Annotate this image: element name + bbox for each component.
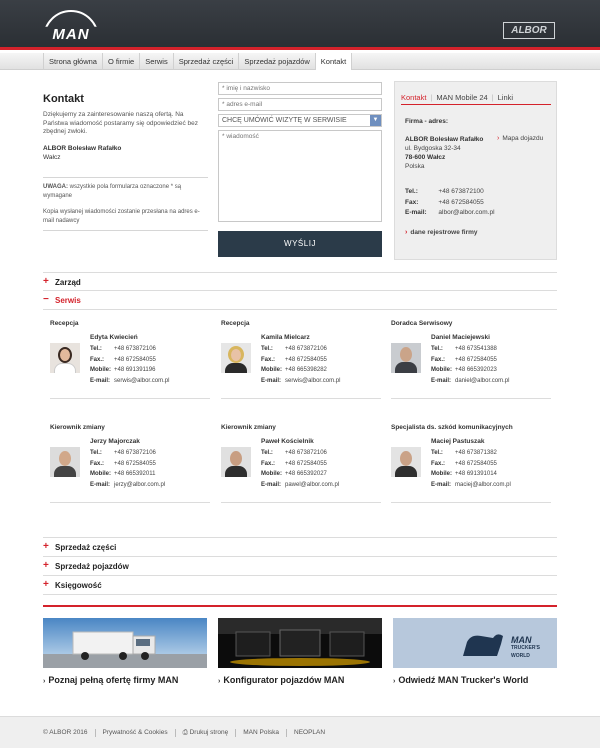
thanks-text: Dziękujemy za zainteresowanie naszą ofertą. Na Państwa wiadomość postaramy się odpowiedzieć bez zbędnej zwłoki. [43, 111, 198, 135]
nav-item-o-firmie[interactable]: O firmie [102, 53, 139, 70]
contact-info-panel: Kontakt | MAN Mobile 24 | Linki [394, 81, 557, 260]
banner-truckers-world[interactable] [393, 618, 557, 668]
person-email-link[interactable]: pawel@albor.com.pl [285, 481, 340, 488]
firm-email[interactable]: E-mail: albor@albor.com.pl [405, 209, 495, 216]
accordion-ksiegowosc[interactable]: + Księgowość [43, 576, 557, 595]
man-logo[interactable] [43, 10, 99, 42]
firm-fax: Fax: +48 672584055 [405, 199, 484, 206]
banner-caption-oferta[interactable]: › Poznaj pełną ofertę firmy MAN [43, 675, 179, 685]
company-city: Wałcz [43, 154, 61, 161]
message-textarea[interactable] [218, 130, 382, 222]
main-nav [0, 53, 600, 70]
banner-oferta[interactable] [43, 618, 207, 668]
firm-address [405, 135, 483, 171]
person-email-link[interactable]: jerzy@albor.com.pl [114, 481, 166, 488]
person-email-link[interactable]: maciej@albor.com.pl [455, 481, 511, 488]
topic-select[interactable] [218, 114, 382, 127]
banner-caption-konfigurator[interactable]: › Konfigurator pojazdów MAN [218, 675, 345, 685]
nav-item-serwis[interactable]: Serwis [139, 53, 173, 70]
section-red-line [43, 605, 557, 607]
person-photo [50, 343, 80, 373]
plus-icon: + [43, 541, 49, 552]
accordion-serwis[interactable]: − Serwis [43, 291, 557, 310]
footer-man-polska-link[interactable]: MAN Polska [235, 729, 286, 737]
tab-man-mobile[interactable]: MAN Mobile 24 [436, 93, 488, 102]
tab-linki[interactable]: Linki [497, 93, 514, 102]
nav-item-kontakt[interactable]: Kontakt [315, 53, 352, 70]
printer-icon: ⎙ [182, 729, 190, 736]
page-title: Kontakt [43, 93, 84, 105]
map-link[interactable] [497, 135, 543, 142]
chevron-right-icon: › [497, 135, 500, 142]
required-note [43, 183, 208, 200]
company-name: ALBOR Bolesław Rafałko [43, 145, 122, 152]
chevron-right-icon: › [393, 678, 396, 685]
man-logo-text: MAN [52, 26, 90, 43]
person-photo [391, 343, 421, 373]
minus-icon: − [43, 294, 49, 305]
chevron-right-icon: › [405, 229, 408, 236]
footer-neoplan-link[interactable]: NEOPLAN [286, 729, 332, 737]
banner-caption-truckers-world[interactable]: › Odwiedź MAN Trucker's World [393, 675, 529, 685]
footer-privacy-link[interactable]: Prywatność & Cookies [95, 729, 175, 737]
firm-label: Firma - adres: [405, 118, 448, 125]
plus-icon: + [43, 276, 49, 287]
required-note-text: wszystkie pola formularza oznaczone * są wymagane [43, 184, 182, 199]
person-photo [391, 447, 421, 477]
albor-logo[interactable]: ALBOR [503, 22, 555, 39]
copy-note: Kopia wysłanej wiadomości zostanie przesłana na adres e-mail nadawcy [43, 209, 200, 224]
email-input[interactable] [218, 98, 382, 111]
footer-print-link[interactable]: ⎙ Drukuj stronę [175, 729, 236, 737]
person-photo [221, 447, 251, 477]
registration-link[interactable]: › dane rejestrowe firmy [405, 229, 478, 236]
divider [43, 230, 208, 231]
firm-tel: Tel.: +48 673872100 [405, 188, 484, 195]
person-email-link[interactable]: serwis@albor.com.pl [285, 377, 341, 384]
header-red-line [0, 47, 600, 50]
accordion-sprzedaz-czesci[interactable]: + Sprzedaż części [43, 538, 557, 557]
banner-konfigurator[interactable] [218, 618, 382, 668]
chevron-right-icon: › [43, 678, 46, 685]
firm-name: ALBOR Bolesław Rafałko [405, 136, 484, 143]
topic-select-value: CHCĘ UMÓWIĆ WIZYTĘ W SERWISIE [222, 117, 347, 124]
divider [43, 177, 208, 178]
company-signature [43, 144, 121, 162]
firm-street: ul. Bydgoska 32-34 [405, 145, 461, 152]
map-link-label: Mapa dojazdu [502, 135, 544, 142]
nav-item-czesci[interactable]: Sprzedaż części [173, 53, 239, 70]
firm-country: Polska [405, 163, 425, 170]
footer-copyright: © ALBOR 2016 [43, 729, 88, 736]
accordion-sprzedaz-pojazdow[interactable]: + Sprzedaż pojazdów [43, 557, 557, 576]
nav-item-home[interactable]: Strona główna [43, 53, 102, 70]
site-footer [0, 716, 600, 748]
site-header [0, 0, 600, 50]
required-note-label: UWAGA: [43, 184, 68, 190]
name-input[interactable] [218, 82, 382, 95]
nav-item-pojazdy[interactable]: Sprzedaż pojazdów [238, 53, 314, 70]
accordion-zarzad[interactable]: + Zarząd [43, 272, 557, 291]
person-photo [221, 343, 251, 373]
tab-kontakt[interactable]: Kontakt [401, 93, 427, 102]
person-email-link[interactable]: serwis@albor.com.pl [114, 377, 170, 384]
plus-icon: + [43, 579, 49, 590]
chevron-right-icon: › [218, 678, 221, 685]
plus-icon: + [43, 560, 49, 571]
chevron-down-icon[interactable]: ▼ [370, 115, 381, 126]
person-photo [50, 447, 80, 477]
submit-button[interactable]: WYŚLIJ [218, 231, 382, 257]
truckers-world-logo: MAN TRUCKER'S WORLD [511, 635, 540, 659]
firm-postcode: 78-600 Wałcz [405, 154, 446, 161]
person-email-link[interactable]: daniel@albor.com.pl [455, 377, 510, 384]
